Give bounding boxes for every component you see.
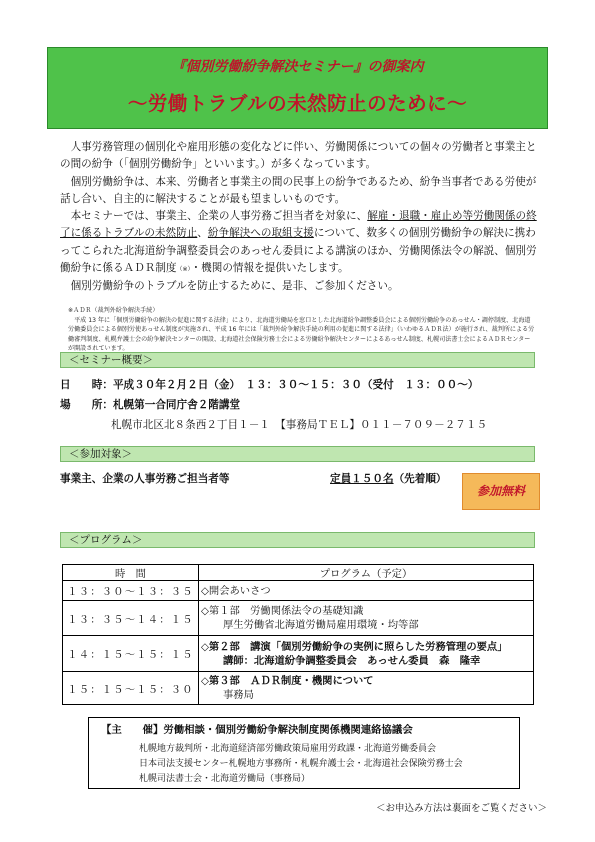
place-value: 札幌第一合同庁舎２階講堂 xyxy=(112,399,241,411)
program-table-header xyxy=(63,565,534,581)
sponsor-name: 労働相談・個別労働紛争解決制度関係機関連絡協議会 xyxy=(163,724,413,736)
program-presenter: 事務局 xyxy=(223,689,254,701)
intro-p3-d: ・機関の情報を提供いたします。 xyxy=(190,262,349,275)
capacity-value: 定員１５０名 xyxy=(330,473,394,485)
table-row xyxy=(63,672,534,705)
intro-p3-a: 本セミナーでは、事業主、企業の人事労務ご担当者を対象に、 xyxy=(70,210,368,223)
intro-paragraph-4: 個別労働紛争のトラブルを防止するために、是非、ご参加ください。 xyxy=(70,280,399,293)
capacity xyxy=(330,471,447,486)
column-header-time: 時 間 xyxy=(63,565,199,581)
adr-note-title: ※ＡＤＲ（裁判外紛争解決手続） xyxy=(68,307,159,314)
program-time: １３：３０～１３：３５ xyxy=(63,581,199,601)
date-label: 日 時： xyxy=(60,379,113,391)
program-presenter: 講師：北海道紛争調整委員会 あっせん委員 森 隆幸 xyxy=(223,654,481,667)
intro-paragraph-2: 個別労働紛争は、本来、労働者と事業主の間の民事上の紛争であるため、紛争当事者である労使が話し合い、自主的に解決することが最も望ましいものです。 xyxy=(60,175,537,205)
free-admission-badge: 参加無料 xyxy=(462,473,540,510)
table-row xyxy=(63,636,534,672)
program-item: ◇第２部 講演「個別労働紛争の実例に照らした労務管理の要点」 xyxy=(201,640,508,653)
date-row xyxy=(60,377,478,392)
sponsor-member-line-3: 札幌司法書士会・北海道労働局（事務局） xyxy=(139,774,311,784)
program-content xyxy=(199,636,534,672)
program-table xyxy=(62,564,534,705)
overview-section-header: ＜セミナー概要＞ xyxy=(60,352,535,368)
header-banner xyxy=(47,47,548,129)
participants-section-header: ＜参加対象＞ xyxy=(60,446,535,462)
program-content xyxy=(199,672,534,705)
seminar-subtitle: ～労働トラブルの未然防止のために～ xyxy=(127,92,468,115)
intro-text xyxy=(60,139,540,296)
participants-target: 事業主、企業の人事労務ご担当者等 xyxy=(60,473,230,485)
place-row xyxy=(60,397,240,412)
adr-note-body: 平成 13 年に「個別労働紛争の解決の促進に関する法律」により、北海道労働局を窓口とした北海道紛争調整委員会による個別労働紛争のあっせん・調停制度、北海道労働委員会による個別労使あっせん制度が実施され、平成 16 年には「裁判外紛争解決手続の利用の促進に関する法律」（いわゆるＡＤＲ法）が施行され、裁判所による労働審判制度、札幌弁護士会の紛争解決センターの開設、北海道社会保険労務士会による労働紛争解決センターによるあっせん制度、札幌司法書士会によるＡＤＲセンターが開設されています。 xyxy=(68,316,535,353)
program-presenter: 厚生労働省北海道労働局雇用環境・均等部 xyxy=(223,619,419,631)
program-item: ◇第３部 ＡＤＲ制度・機関について xyxy=(201,675,374,687)
program-item: ◇開会あいさつ xyxy=(201,584,271,597)
program-time: １５：１５～１５：３０ xyxy=(63,672,199,705)
intro-p3-underline-1: 解雇・退職・雇止め等労働関係の終了に係るトラブルの未然防止 xyxy=(60,210,537,240)
intro-p3-b: 、 xyxy=(197,227,208,240)
intro-paragraph-1: 人事労務管理の個別化や雇用形態の変化などに伴い、労働関係についての個々の労働者と事業主との間の紛争（「個別労働紛争」といいます。）が多くなっています。 xyxy=(60,141,537,171)
program-section-header: ＜プログラム＞ xyxy=(60,532,535,548)
sponsor-box xyxy=(88,717,520,789)
sponsor-member-line-1: 札幌地方裁判所・北海道経済部労働政策局雇用労政課・北海道労働委員会 xyxy=(139,744,437,754)
intro-paragraph-3 xyxy=(60,208,540,278)
place-label: 場 所： xyxy=(60,399,113,411)
sponsor-heading xyxy=(101,721,413,736)
address-row: 札幌市北区北８条西２丁目１－１ 【事務局ＴＥＬ】０１１－７０９－２７１５ xyxy=(111,419,488,431)
program-time: １３：３５～１４：１５ xyxy=(63,601,199,636)
date-value: 平成３０年２月２日（金） １３：３０～１５：３０（受付 １３：００～） xyxy=(112,379,479,391)
program-item: ◇第１部 労働関係法令の基礎知識 xyxy=(201,605,364,617)
intro-p3-underline-2: 紛争解決への取組支援 xyxy=(207,227,314,240)
table-row xyxy=(63,601,534,636)
program-content xyxy=(199,581,534,601)
table-row xyxy=(63,581,534,601)
note-reference-mark: （※） xyxy=(176,266,191,274)
adr-note xyxy=(68,306,536,354)
column-header-program: プログラム（予定） xyxy=(199,565,534,581)
sponsor-member-line-2: 日本司法支援センター札幌地方事務所・札幌弁護士会・北海道社会保険労務士会 xyxy=(139,759,463,769)
application-footer-note: ＜お申込み方法は裏面をご覧ください＞ xyxy=(375,803,547,814)
intro-p3-c: について、数多くの個別労働紛争の解決に携わってこられた北海道紛争調整委員会のあっせん委員による講演のほか、労働関係法令の解説、個別労働紛争に係るＡＤＲ制度 xyxy=(60,227,537,275)
program-content xyxy=(199,601,534,636)
program-time: １４：１５～１５：１５ xyxy=(63,636,199,672)
sponsor-label: 【主 催】 xyxy=(101,724,164,736)
seminar-title: 『個別労働紛争解決セミナー』の御案内 xyxy=(171,59,424,75)
capacity-note: （先着順） xyxy=(393,473,447,485)
